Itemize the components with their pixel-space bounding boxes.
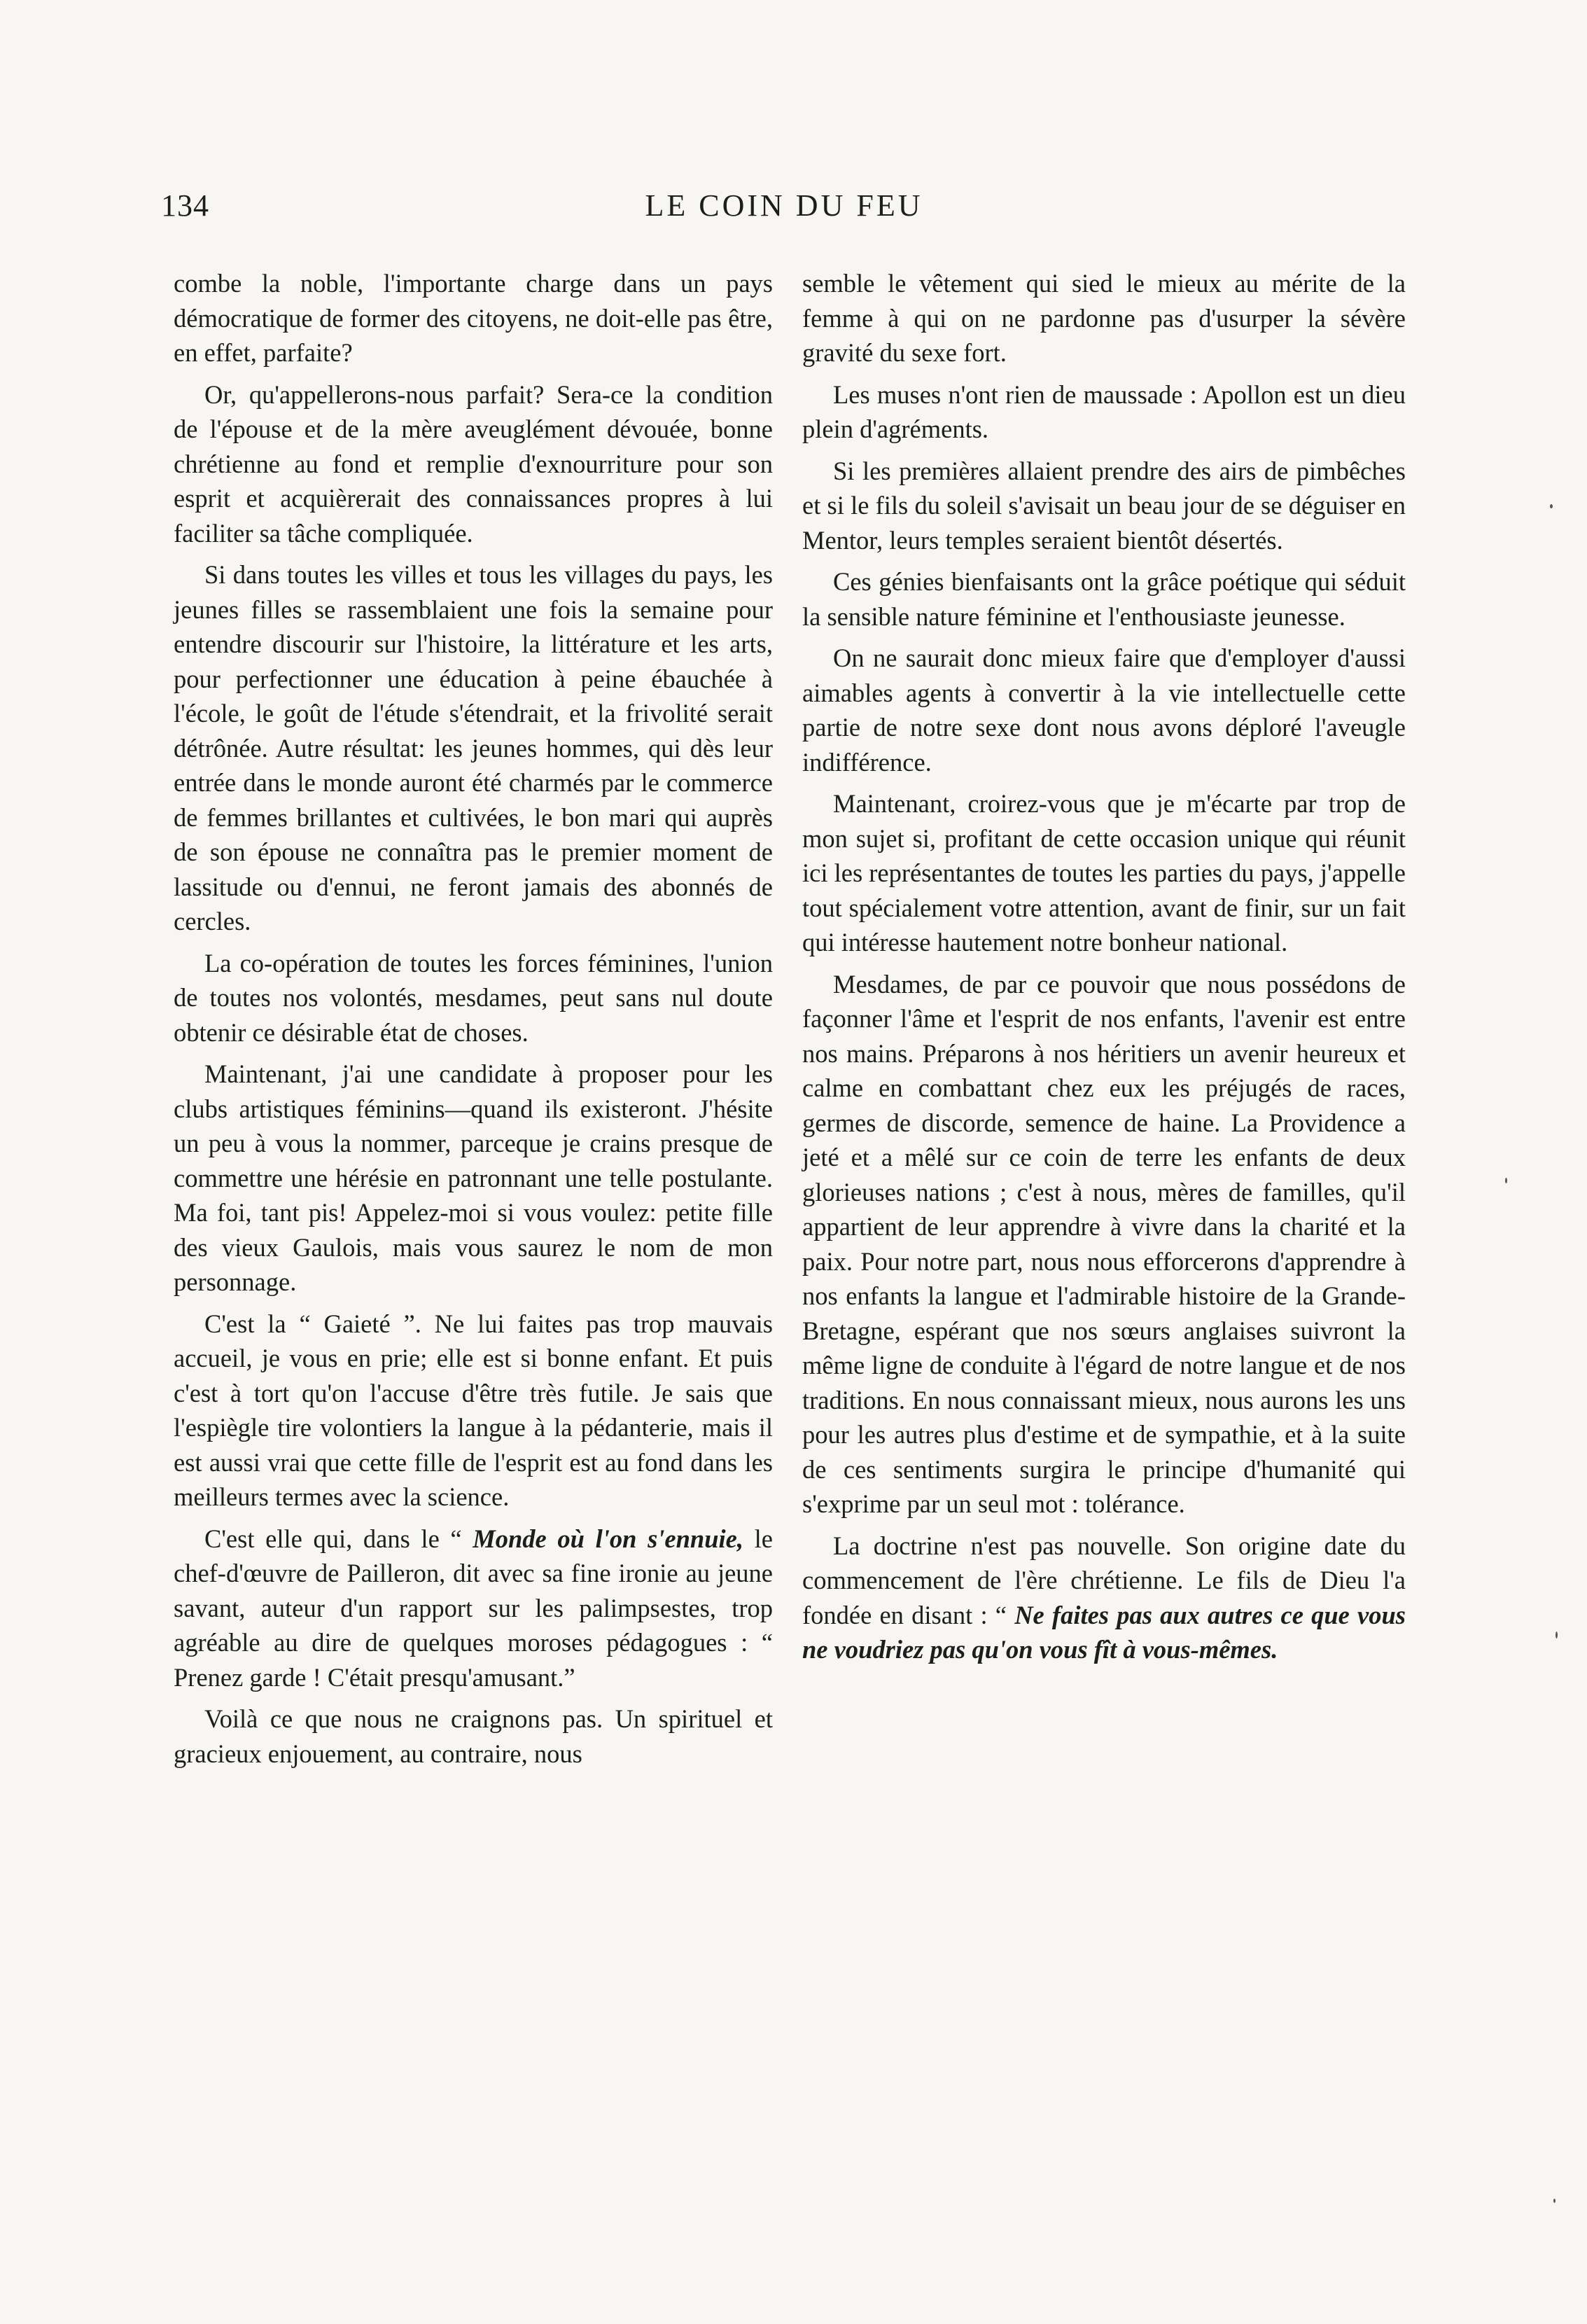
- paragraph: Voilà ce que nous ne craignons pas. Un spirituel et gracieux enjouement, au contraire, nous: [174, 1704, 773, 1768]
- paragraph-text: le chef-d'œuvre de Pailleron, dit avec sa fine ironie au jeune savant, auteur d'un rapport sur les palimpsestes, trop agréable au dire de quelques moroses pédagogues : “ Prenez garde ! C'était presqu'amusant.”: [174, 1524, 773, 1692]
- paragraph: Maintenant, croirez-vous que je m'écarte par trop de mon sujet si, profitant de cette occasion unique qui réunit ici les représentantes de toutes les parties du pays, j'appelle tout spécialement votre attention, avant de finir, sur un fait qui intéresse hautement notre bonheur national.: [802, 789, 1406, 956]
- italic-title: Monde où l'on s'ennuie,: [473, 1524, 743, 1553]
- right-column: [802, 266, 1406, 1674]
- running-title: LE COIN DU FEU: [645, 188, 923, 223]
- paragraph: On ne saurait donc mieux faire que d'employer d'aussi aimables agents à convertir à la vie intellectuelle cette partie de notre sexe dont nous avons déploré l'aveugle indifférence.: [802, 643, 1406, 777]
- paragraph: [802, 1529, 1406, 1667]
- paragraph: Or, qu'appellerons-nous parfait? Sera-ce la condition de l'épouse et de la mère aveuglément dévouée, bonne chrétienne au fond et remplie d'exnourriture pour son esprit et acquièrerait des connaissances propres à lui faciliter sa tâche compliquée.: [174, 380, 773, 548]
- paragraph-text: La doctrine n'est pas nouvelle. Son origine date du commencement de l'ère chrétienne. Le fils de Dieu l'a fondée en disant : “: [802, 1531, 1406, 1629]
- paragraph: Si dans toutes les villes et tous les villages du pays, les jeunes filles se rassemblaient une fois la semaine pour entendre discourir sur l'histoire, la littérature et les arts, pour perfectionner une éducation à peine ébauchée à l'école, le goût de l'étude s'étendrait, et la frivolité serait détrônée. Autre résultat: les jeunes hommes, qui dès leur entrée dans le monde auront été charmés par le commerce de femmes brillantes et cultivées, le bon mari qui auprès de son épouse ne connaîtra pas le premier moment de lassitude ou d'ennui, ne feront jamais des abonnés de cercles.: [174, 560, 773, 935]
- paragraph: Si les premières allaient prendre des airs de pimbêches et si le fils du soleil s'avisait un beau jour de se déguiser en Mentor, leurs temples seraient bientôt désertés.: [802, 456, 1406, 555]
- print-speck: [1550, 504, 1553, 508]
- left-column: [174, 266, 773, 1778]
- print-speck: [1553, 2199, 1555, 2203]
- paragraph: La co-opération de toutes les forces féminines, l'union de toutes nos volontés, mesdames, peut sans nul doute obtenir ce désirable état de choses.: [174, 948, 773, 1047]
- paragraph: C'est la “ Gaieté ”. Ne lui faites pas trop mauvais accueil, je vous en prie; elle est si bonne enfant. Et puis c'est à tort qu'on l'accuse d'être très futile. Je sais que l'espiègle tire volontiers la langue à la pédanterie, mais il est aussi vrai que cette fille de l'esprit est au fond dans les meilleurs termes avec la science.: [174, 1309, 773, 1511]
- italic-quote: Ne faites pas aux autres ce que vous ne voudriez pas qu'on vous fît à vous-mêmes.: [802, 1600, 1406, 1664]
- paragraph: combe la noble, l'importante charge dans un pays démocratique de former des citoyens, ne doit-elle pas être, en effet, parfaite?: [174, 269, 773, 367]
- print-speck: [1555, 1631, 1558, 1638]
- paragraph: Mesdames, de par ce pouvoir que nous possédons de façonner l'âme et l'esprit de nos enfants, l'avenir est entre nos mains. Préparons à nos héritiers un avenir heureux et calme en combattant chez eux les préjugés de races, germes de discorde, semence de haine. La Providence a jeté et a mêlé sur ce coin de terre les enfants de deux glorieuses nations ; c'est à nous, mères de familles, qu'il appartient de leur apprendre à vivre dans la charité et la paix. Pour notre part, nous nous efforcerons d'apprendre à nos enfants la langue et l'admirable histoire de la Grande-Bretagne, espérant que nos sœurs anglaises suivront la même ligne de conduite à l'égard de notre langue et de nos traditions. En nous connaissant mieux, nous aurons les uns pour les autres plus d'estime et de sympathie, et à la suite de ces sentiments surgira le principe d'humanité qui s'exprime par un seul mot : tolérance.: [802, 969, 1406, 1518]
- paragraph: [174, 1522, 773, 1695]
- page-number: 134: [161, 188, 209, 223]
- paragraph: semble le vêtement qui sied le mieux au mérite de la femme à qui on ne pardonne pas d'usurper la sévère gravité du sexe fort.: [802, 269, 1406, 367]
- paragraph-text: C'est elle qui, dans le “: [204, 1524, 473, 1553]
- page-header: [161, 188, 1407, 237]
- paragraph: Maintenant, j'ai une candidate à proposer pour les clubs artistiques féminins—quand ils existeront. J'hésite un peu à vous la nommer, parceque je crains presque de commettre une hérésie en patronnant une telle postulante. Ma foi, tant pis! Appelez-moi si vous voulez: petite fille des vieux Gaulois, mais vous saurez le nom de mon personnage.: [174, 1059, 773, 1296]
- print-speck: [1505, 1178, 1507, 1183]
- paragraph: Les muses n'ont rien de maussade : Apollon est un dieu plein d'agréments.: [802, 380, 1406, 443]
- paragraph: Ces génies bienfaisants ont la grâce poétique qui séduit la sensible nature féminine et l'enthousiaste jeunesse.: [802, 567, 1406, 631]
